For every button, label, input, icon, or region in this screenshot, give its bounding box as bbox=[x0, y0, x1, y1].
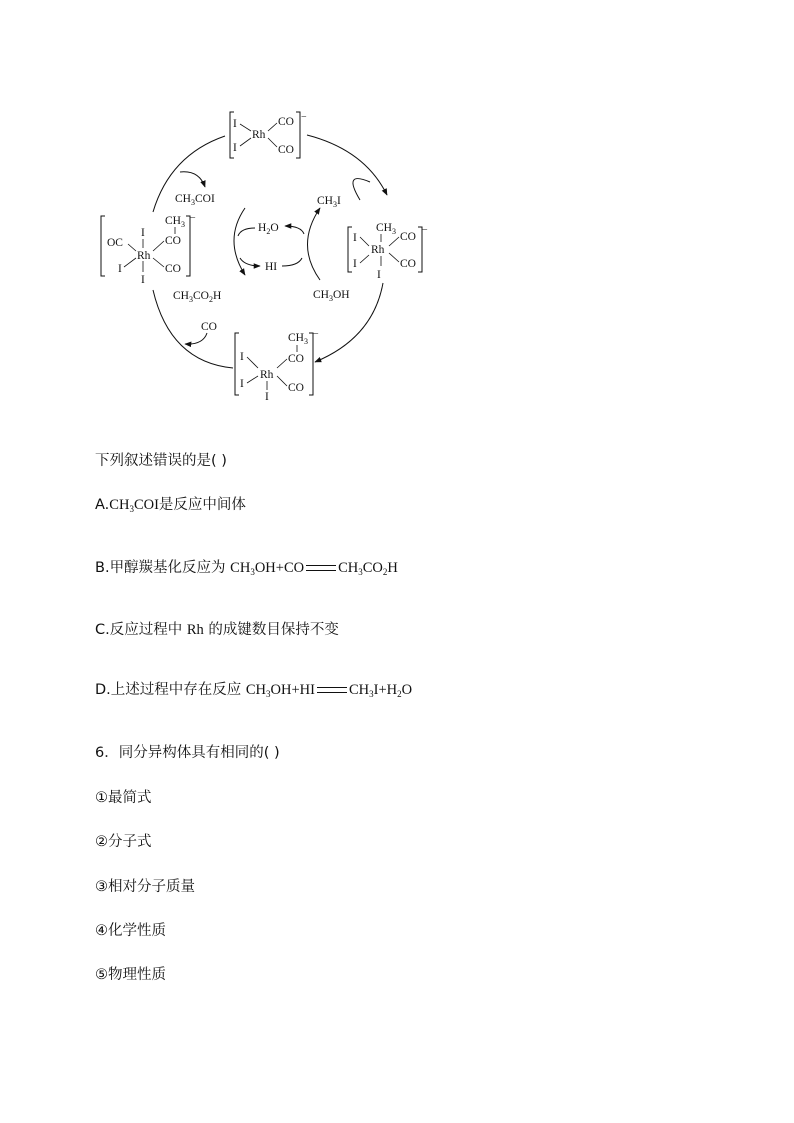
inner-species bbox=[173, 172, 370, 344]
svg-text:CH3I: $CH_3I$ bbox=[317, 195, 341, 209]
equals-sign bbox=[306, 565, 336, 571]
q6-item: ③相对分子质量 bbox=[95, 879, 195, 895]
q6-item: ④化学性质 bbox=[95, 923, 166, 939]
svg-text:I: I bbox=[353, 232, 357, 244]
complex-right bbox=[348, 222, 428, 281]
option-c-text-2: 的成键数目保持不变 bbox=[208, 622, 339, 638]
option-d-equation: $CH_3OH+HI$ $CH_3I+H_2O$ bbox=[245, 682, 413, 699]
svg-text:OC: OC bbox=[107, 237, 123, 249]
svg-text:CH3COI: $CH_3COI$ bbox=[175, 193, 215, 207]
option-c-rh: Rh bbox=[186, 622, 204, 638]
svg-text:CO: CO bbox=[400, 231, 416, 243]
svg-text:I: I bbox=[265, 391, 269, 403]
cycle-arrows bbox=[153, 135, 387, 368]
svg-text:Rh: Rh bbox=[252, 129, 266, 141]
q6-item: ⑤物理性质 bbox=[95, 967, 166, 983]
option-d-label: D. bbox=[95, 682, 111, 698]
option-b-label: B. bbox=[95, 560, 110, 576]
q6-item: ②分子式 bbox=[95, 834, 152, 850]
svg-text:I: I bbox=[240, 378, 244, 390]
svg-text:CH3: $CH_3$ bbox=[165, 215, 185, 229]
option-b bbox=[95, 556, 398, 577]
svg-text:−: − bbox=[301, 112, 307, 123]
option-b-text: 甲醇羰基化反应为 bbox=[109, 560, 226, 576]
option-a-formula: $CH_3COI$ bbox=[109, 497, 159, 514]
svg-text:Rh: Rh bbox=[371, 244, 385, 256]
complex-bottom bbox=[235, 329, 319, 403]
svg-text:Rh: Rh bbox=[137, 250, 151, 262]
option-a-text: 是反应中间体 bbox=[158, 497, 246, 513]
svg-text:CH3: $CH_3$ bbox=[288, 332, 308, 346]
equals-sign bbox=[317, 687, 347, 693]
svg-text:CH3CO2H: $CH_3CO_2H$ bbox=[173, 290, 222, 304]
option-d-text: 上述过程中存在反应 bbox=[110, 682, 242, 698]
question-6-stem: 6．同分异构体具有相同的( ) bbox=[95, 745, 280, 761]
svg-text:−: − bbox=[422, 225, 428, 236]
svg-text:I: I bbox=[141, 227, 145, 239]
option-a bbox=[95, 493, 246, 514]
svg-text:I: I bbox=[353, 258, 357, 270]
svg-text:−: − bbox=[313, 329, 319, 340]
svg-text:CO: CO bbox=[165, 235, 181, 247]
svg-text:I: I bbox=[240, 351, 244, 363]
svg-text:H2O: $H_2O$ bbox=[258, 222, 279, 236]
svg-text:I: I bbox=[233, 142, 237, 154]
svg-text:CO: CO bbox=[165, 263, 181, 275]
question-stem: 下列叙述错误的是( ) bbox=[95, 453, 227, 469]
svg-text:CO: CO bbox=[288, 382, 304, 394]
svg-text:CH3OH: $CH_3OH$ bbox=[313, 289, 350, 303]
svg-text:I: I bbox=[118, 263, 122, 275]
svg-text:I: I bbox=[377, 269, 381, 281]
svg-text:CH3: $CH_3$ bbox=[376, 222, 396, 236]
complex-left bbox=[101, 213, 196, 286]
catalytic-cycle-diagram bbox=[95, 100, 440, 405]
svg-text:HI: HI bbox=[265, 261, 278, 273]
option-c-text-1: 反应过程中 bbox=[109, 622, 183, 638]
q6-item: ①最简式 bbox=[95, 790, 152, 806]
svg-text:CO: CO bbox=[278, 116, 294, 128]
option-d bbox=[95, 678, 412, 699]
svg-text:CO: CO bbox=[288, 353, 304, 365]
svg-text:CO: CO bbox=[278, 144, 294, 156]
svg-text:−: − bbox=[190, 213, 196, 224]
option-a-label: A. bbox=[95, 497, 110, 513]
svg-text:CO: CO bbox=[400, 258, 416, 270]
option-b-equation: $CH_3OH+CO$ $CH_3CO_2H$ bbox=[230, 560, 398, 577]
svg-text:Rh: Rh bbox=[260, 369, 274, 381]
option-c-label: C. bbox=[95, 622, 110, 638]
svg-text:CO: CO bbox=[201, 321, 217, 333]
svg-text:I: I bbox=[233, 118, 237, 130]
svg-text:I: I bbox=[141, 274, 145, 286]
complex-top bbox=[230, 112, 307, 158]
cycle-svg bbox=[95, 100, 440, 405]
option-c bbox=[95, 618, 339, 639]
